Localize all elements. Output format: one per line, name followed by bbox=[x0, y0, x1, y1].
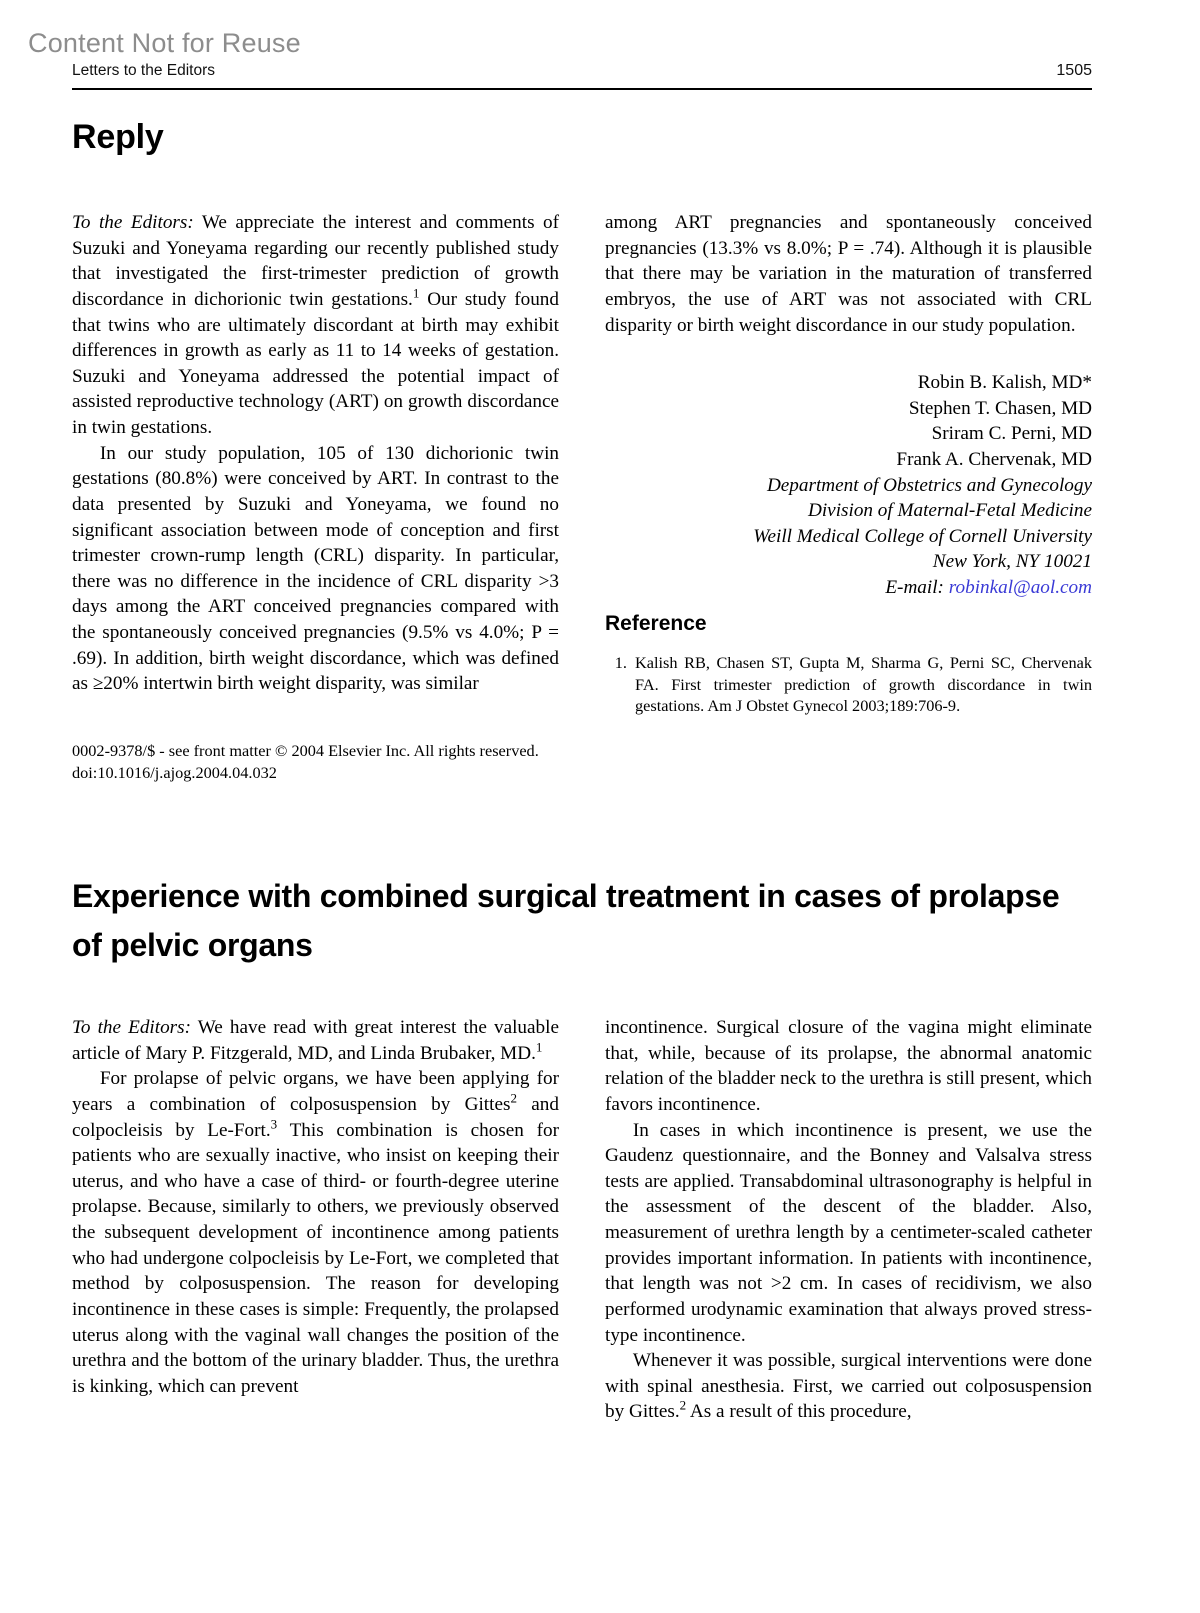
article2-paragraph-2 bbox=[72, 1066, 559, 1399]
copyright-block bbox=[72, 740, 572, 785]
reference-list bbox=[605, 652, 1092, 717]
citation-marker-1: 1 bbox=[535, 1039, 543, 1055]
affiliation-line: Weill Medical College of Cornell University bbox=[753, 525, 1092, 547]
citation-marker-2: 2 bbox=[510, 1090, 517, 1106]
watermark-text: Content Not for Reuse bbox=[28, 28, 301, 58]
article2-right-paragraph-2: In cases in which incontinence is present, we use the Gaudenz questionnaire, and the Bonney and Valsalva stress tests are applied. Transabdominal ultrasonography is helpful in the assessment of the descent of the bladder. Also, measurement of urethra length by a centimeter-scaled catheter provides important information. In patients with incontinence, that length was not >2 cm. In cases of recidivism, we also performed urodynamic examination that always proved stress-type incontinence. bbox=[605, 1119, 1092, 1346]
article-title-reply: Reply bbox=[72, 118, 164, 156]
letter-salutation: To the Editors: bbox=[72, 212, 194, 233]
reference-item bbox=[605, 652, 1092, 717]
article2-p2-c: This combination is chosen for patients who are sexually inactive, who insist on keeping their uterus, and who have a case of third- or fourth-degree uterine prolapse. Because, similarly to others, we previously observed the subsequent development of incontinence among patients who had undergone colpocleisis by Le-Fort, we completed that method by colposuspension. The reason for developing incontinence in these cases is simple: Frequently, the prolapsed uterus along with the vaginal wall changes the position of the urethra and the bottom of the urinary bladder. Thus, the urethra is kinking, which can prevent bbox=[72, 1119, 559, 1397]
article2-left-column bbox=[72, 1015, 559, 1399]
affiliation-line: Division of Maternal-Fetal Medicine bbox=[807, 500, 1092, 522]
author-name: Robin B. Kalish, MD* bbox=[917, 372, 1092, 393]
article2-paragraph-1 bbox=[72, 1015, 559, 1066]
email-line bbox=[605, 575, 1092, 601]
article2-right-paragraph-3 bbox=[605, 1348, 1092, 1425]
email-label: E-mail: bbox=[885, 577, 949, 598]
author-name: Frank A. Chervenak, MD bbox=[896, 448, 1092, 470]
page-number: 1505 bbox=[1056, 62, 1092, 79]
author-name: Sriram C. Perni, MD bbox=[931, 423, 1092, 445]
article-title-second: Experience with combined surgical treatment in cases of prolapse of pelvic organs bbox=[72, 878, 1060, 963]
author-signature-block bbox=[605, 370, 1092, 601]
article2-p2-b: and colpocleisis by Le-Fort. bbox=[72, 1093, 559, 1141]
affiliation-line: Department of Obstetrics and Gynecology bbox=[766, 474, 1092, 496]
article1-paragraph-1 bbox=[72, 210, 559, 441]
article2-right-column bbox=[605, 1015, 1092, 1425]
citation-marker-3: 3 bbox=[270, 1116, 278, 1132]
article1-right-paragraph-1: among ART pregnancies and spontaneously conceived pregnancies (13.3% vs 8.0%; P = .74). Although it is plausible that there may be variation in the maturation of transferred embryos, the use of ART was not associated with CRL disparity or birth weight discordance in our study population. bbox=[605, 212, 1092, 336]
article2-p3-a: Whenever it was possible, surgical interventions were done with spinal anesthesia. First, we carried out colposuspension by Gittes. bbox=[605, 1350, 1092, 1423]
letter-salutation: To the Editors: bbox=[72, 1017, 191, 1038]
reference-number: 1. bbox=[614, 653, 627, 672]
doi-line: doi:10.1016/j.ajog.2004.04.032 bbox=[72, 763, 277, 783]
article2-p2-a: For prolapse of pelvic organs, we have been applying for years a combination of colposuspension by Gittes bbox=[72, 1068, 559, 1115]
article1-paragraph-2: In our study population, 105 of 130 dichorionic twin gestations (80.8%) were conceived by ART. In contrast to the data presented by Suzuki and Yoneyama, we found no significant association between mode of conception and first trimester crown-rump length (CRL) disparity. In particular, there was no difference in the incidence of CRL disparity >3 days among the ART conceived pregnancies compared with the spontaneously conceived pregnancies (9.5% vs 4.0%; P = .69). In addition, birth weight discordance, which was defined as ≥20% intertwin birth weight disparity, was similar bbox=[72, 442, 559, 695]
article2-right-paragraph-1: incontinence. Surgical closure of the vagina might eliminate that, while, because of its prolapse, the abnormal anatomic relation of the bladder neck to the urethra is still present, which favors incontinence. bbox=[605, 1017, 1092, 1115]
copyright-line: 0002-9378/$ - see front matter © 2004 Elsevier Inc. All rights reserved. bbox=[72, 741, 539, 760]
article1-right-column bbox=[605, 210, 1092, 338]
article1-p1-text: We appreciate the interest and comments of Suzuki and Yoneyama regarding our recently published study that investigated the first-trimester prediction of growth discordance in dichorionic twin gestations. bbox=[72, 212, 559, 310]
article1-left-column bbox=[72, 210, 559, 697]
article2-p3-b: As a result of this procedure, bbox=[686, 1401, 912, 1423]
email-link[interactable]: robinkal@aol.com bbox=[948, 577, 1092, 598]
citation-marker-2: 2 bbox=[679, 1397, 687, 1413]
affiliation-line: New York, NY 10021 bbox=[932, 551, 1092, 573]
reference-heading: Reference bbox=[605, 612, 707, 635]
article2-p1-text: We have read with great interest the valuable article of Mary P. Fitzgerald, MD, and Linda Brubaker, MD. bbox=[72, 1017, 559, 1064]
reference-text: Kalish RB, Chasen ST, Gupta M, Sharma G, Perni SC, Chervenak FA. First trimester prediction of growth discordance in twin gestations. Am J Obstet Gynecol 2003;189:706-9. bbox=[635, 653, 1092, 715]
article1-p1-cont: Our study found that twins who are ultimately discordant at birth may exhibit differences in growth as early as 11 to 14 weeks of gestation. Suzuki and Yoneyama addressed the potential impact of assisted reproductive technology (ART) on growth discordance in twin gestations. bbox=[72, 288, 559, 438]
running-head-left: Letters to the Editors bbox=[72, 62, 216, 79]
header-divider bbox=[72, 88, 1092, 90]
citation-marker-1: 1 bbox=[412, 285, 420, 301]
author-name: Stephen T. Chasen, MD bbox=[908, 397, 1092, 419]
